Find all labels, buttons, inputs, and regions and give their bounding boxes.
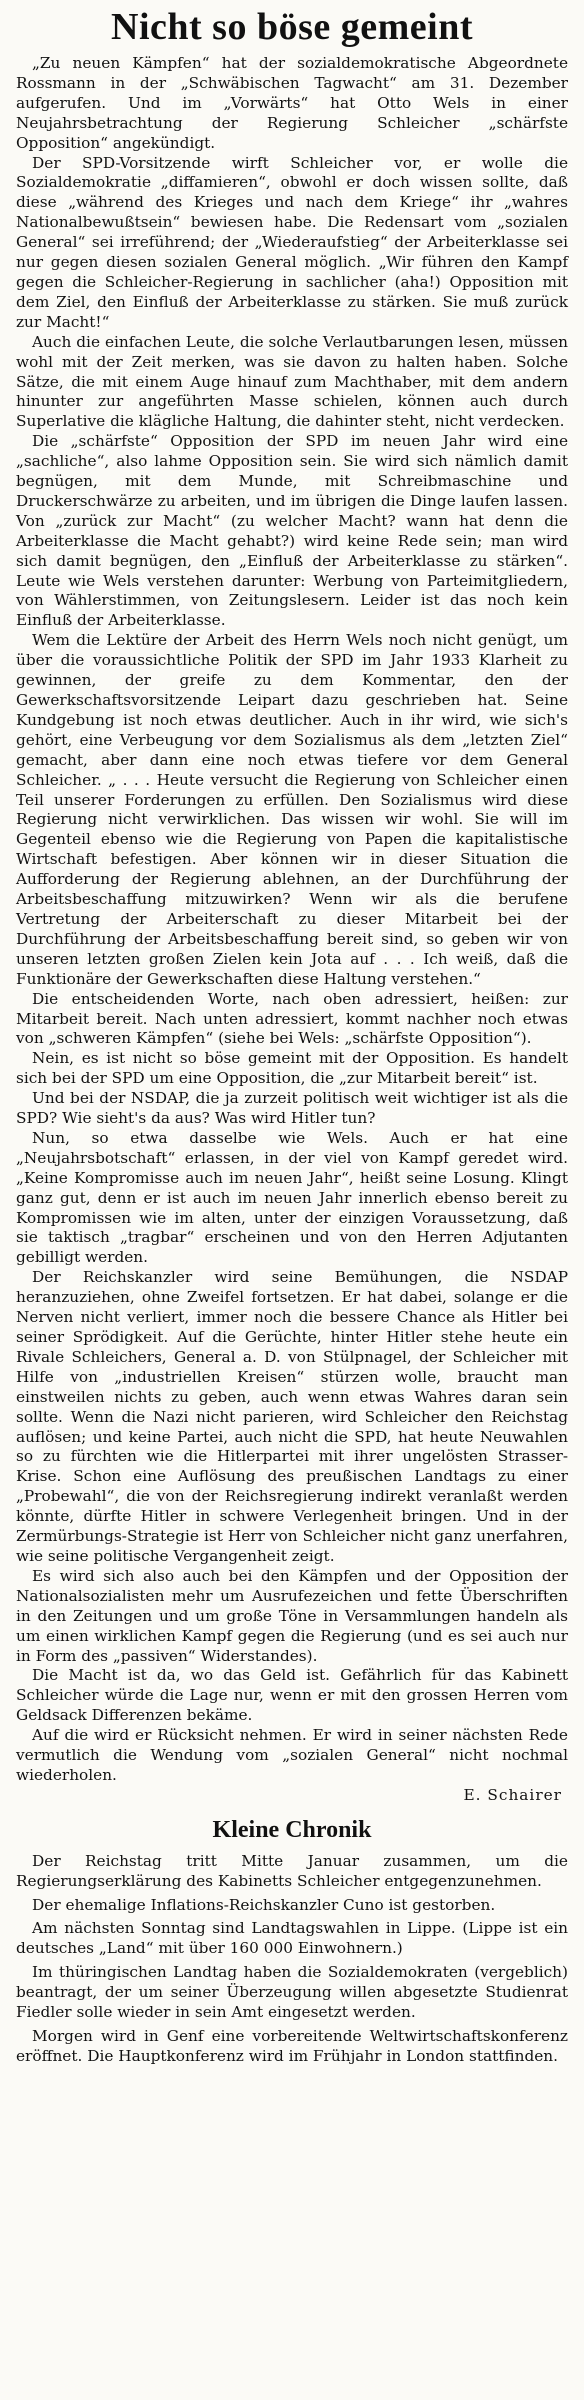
chronik-item: Am nächsten Sonntag sind Landtagswahlen in Lippe. (Lippe ist ein deutsches „Land“ mit über 160 000 Einwohnern.) — [16, 1919, 568, 1958]
article-paragraph: Auf die wird er Rücksicht nehmen. Er wird in seiner nächsten Rede vermutlich die Wendung vom „sozialen General“ nicht nochmal wiederholen. — [16, 1726, 568, 1784]
article-body — [16, 54, 568, 1806]
chronik-item: Morgen wird in Genf eine vorbereitende Weltwirtschaftskonferenz eröffnet. Die Hauptkonferenz wird im Frühjahr in London stattfinden. — [16, 2027, 568, 2065]
article-paragraph: Nein, es ist nicht so böse gemeint mit der Opposition. Es handelt sich bei der SPD um eine Opposition, die „zur Mitarbeit bereit“ ist. — [16, 1049, 568, 1088]
chronik-item: Im thüringischen Landtag haben die Sozialdemokraten (vergeblich) beantragt, der um seiner Überzeugung willen abgesetzte Studienrat Fiedler solle wieder in sein Amt eingesetzt werden. — [16, 1963, 568, 2022]
article-paragraph: Die Macht ist da, wo das Geld ist. Gefährlich für das Kabinett Schleicher würde die Lage nur, wenn er mit den grossen Herren vom Geldsack Differenzen bekäme. — [16, 1666, 568, 1725]
article-paragraph: „Zu neuen Kämpfen“ hat der sozialdemokratische Abgeordnete Rossmann in der „Schwäbischen Tagwacht“ am 31. Dezember aufgerufen. Und im „Vorwärts“ hat Otto Wels in einer Neujahrsbetrachtung der Regierung Schleicher „schärfste Opposition“ angekündigt. — [16, 54, 568, 152]
chronik-list — [16, 1852, 568, 2067]
article-paragraph: Es wird sich also auch bei den Kämpfen und der Opposition der Nationalsozialisten mehr um Ausrufezeichen und fette Überschriften in den Zeitungen und um große Töne in Versammlungen handeln als um einen wirklichen Kampf gegen die Regierung (und es sei auch nur in Form des „passiven“ Widerstandes). — [16, 1566, 568, 1665]
article-title: Nicht so böse gemeint — [111, 6, 473, 48]
article-paragraph: Auch die einfachen Leute, die solche Verlautbarungen lesen, müssen wohl mit der Zeit merken, was sie davon zu halten haben. Solche Sätze, die mit einem Auge hinauf zum Machthaber, mit dem andern hinunter zur angeführten Masse schielen, können auch durch Superlative die klägliche Haltung, die dahinter steht, nicht verdecken. — [16, 332, 568, 431]
article-paragraph: Die „schärfste“ Opposition der SPD im neuen Jahr wird eine „sachliche“, also lahme Opposition sein. Sie wird sich nämlich damit begnügen, mit dem Munde, mit Schreibmaschine und Druckerschwärze zu arbeiten, und im übrigen die Dinge laufen lassen. Von „zurück zur Macht“ (zu welcher Macht? wann hat denn die Arbeiterklasse die Macht gehabt?) wird keine Rede sein; man wird sich damit begnügen, den „Einfluß der Arbeiterklasse zu stärken“. Leute wie Wels verstehen darunter: Werbung von Parteimitgliedern, von Wählerstimmen, von Zeitungslesern. Leider ist das noch kein Einfluß der Arbeiterklasse. — [16, 432, 568, 630]
article-paragraph: Der SPD-Vorsitzende wirft Schleicher vor, er wolle die Sozialdemokratie „diffamieren“, obwohl er doch wissen sollte, daß diese „während des Krieges und nach dem Kriege“ ihr „wahres Nationalbewußtsein“ bewiesen habe. Die Redensart vom „sozialen General“ sei irreführend; der „Wiederaufstieg“ der Arbeiterklasse sei nur gegen diesen sozialen General möglich. „Wir führen den Kampf gegen die Schleicher-Regierung in sachlicher (aha!) Opposition mit dem Ziel, den Einfluß der Arbeiterklasse zu stärken. Sie muß zurück zur Macht!“ — [16, 153, 568, 331]
article-paragraph: Und bei der NSDAP, die ja zurzeit politisch weit wichtiger ist als die SPD? Wie sieht's da aus? Was wird Hitler tun? — [16, 1089, 568, 1128]
chronik-title: Kleine Chronik — [212, 1816, 372, 1843]
chronik-item: Der Reichstag tritt Mitte Januar zusammen, um die Regierungserklärung des Kabinetts Schleicher entgegenzunehmen. — [16, 1851, 568, 1890]
article-paragraph: Die entscheidenden Worte, nach oben adressiert, heißen: zur Mitarbeit bereit. Nach unten adressiert, kommt nachher noch etwas von „schweren Kämpfen“ (siehe bei Wels: „schärfste Opposition“). — [16, 989, 568, 1048]
article-paragraph: Der Reichskanzler wird seine Bemühungen, die NSDAP heranzuziehen, ohne Zweifel fortsetzen. Er hat dabei, solange er die Nerven nicht verliert, immer noch die bessere Chance als Hitler bei seiner Sprödigkeit. Auf die Gerüchte, hinter Hitler stehe heute ein Rivale Schleichers, General a. D. von Stülpnagel, der Schleicher mit Hilfe von „industriellen Kreisen“ stürzen wolle, braucht man einstweilen nichts zu geben, auch wenn etwas Wahres daran sein sollte. Wenn die Nazi nicht parieren, wird Schleicher den Reichstag auflösen; und keine Partei, auch nicht die SPD, hat heute Neuwahlen so zu fürchten wie die Hitlerpartei mit ihrer ungelösten Strasser-Krise. Schon eine Auflösung des preußischen Landtags zu einer „Probewahl“, die von der Reichsregierung indirekt veranlaßt werden könnte, dürfte Hitler in schwere Verlegenheit bringen. Und in der Zermürbungs-Strategie ist Herr von Schleicher nicht ganz unerfahren, wie seine politische Vergangenheit zeigt. — [16, 1268, 568, 1565]
article-paragraph: Wem die Lektüre der Arbeit des Herrn Wels noch nicht genügt, um über die voraussichtliche Politik der SPD im Jahr 1933 Klarheit zu gewinnen, der greife zu dem Kommentar, den der Gewerkschaftsvorsitzende Leipart dazu geschrieben hat. Seine Kundgebung ist noch etwas deutlicher. Auch in ihr wird, wie sich's gehört, eine Verbeugung vor dem Sozialismus als dem „letzten Ziel“ gemacht, aber dann eine noch etwas tiefere vor dem General Schleicher. „ . . . Heute versucht die Regierung von Schleicher einen Teil unserer Forderungen zu erfüllen. Den Sozialismus wird diese Regierung nicht verwirklichen. Das wissen wir wohl. Sie will im Gegenteil ebenso wie die Regierung von Papen die kapitalistische Wirtschaft befestigen. Aber können wir in dieser Situation die Aufforderung der Regierung ablehnen, an der Durchführung der Arbeitsbeschaffung mitzuwirken? Wenn wir als die berufene Vertretung der Arbeiterschaft zu dieser Mitarbeit bei der Durchführung der Arbeitsbeschaffung bereit sind, so geben wir von unseren letzten großen Zielen kein Jota auf . . . Ich weiß, daß die Funktionäre der Gewerkschaften diese Haltung verstehen.“ — [16, 631, 568, 988]
chronik-item: Der ehemalige Inflations-Reichskanzler Cuno ist gestorben. — [32, 1895, 496, 1914]
author-signature: E. Schairer — [463, 1785, 562, 1804]
article-paragraph: Nun, so etwa dasselbe wie Wels. Auch er hat eine „Neujahrsbotschaft“ erlassen, in der viel von Kampf geredet wird. „Keine Kompromisse auch im neuen Jahr“, heißt seine Losung. Klingt ganz gut, denn er ist auch im neuen Jahr innerlich ebenso bereit zu Kompromissen wie im alten, unter der einzigen Voraussetzung, daß sie taktisch „tragbar“ erscheinen und von den Herren Adjutanten gebilligt werden. — [16, 1128, 568, 1267]
